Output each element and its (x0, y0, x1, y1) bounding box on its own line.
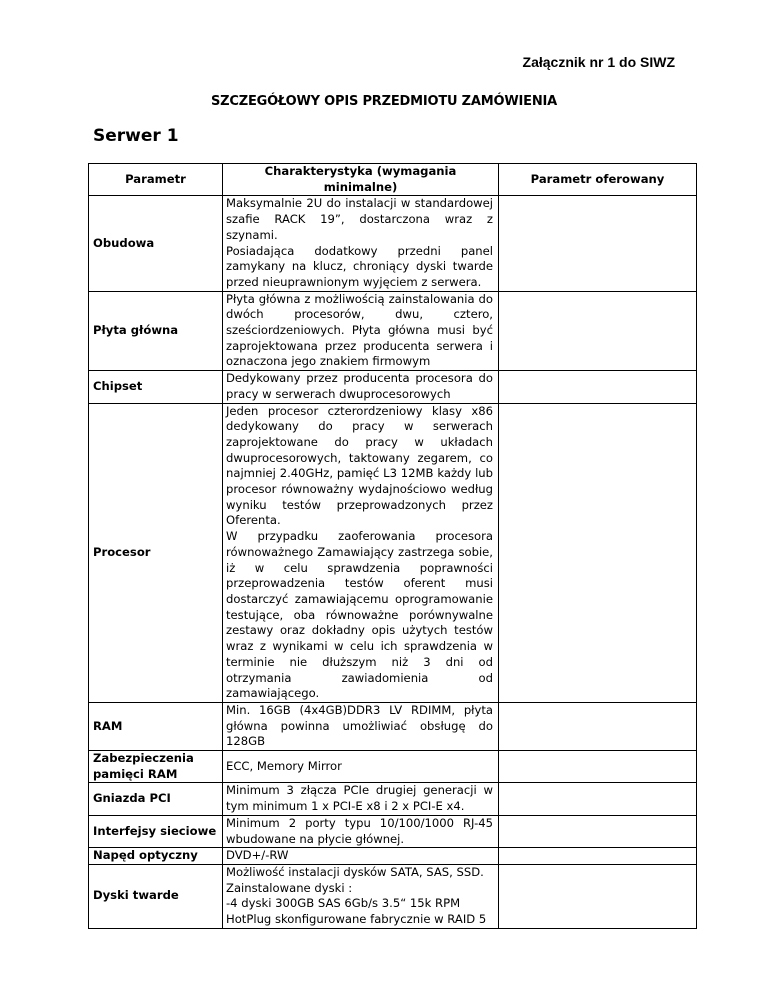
description-paragraph: -4 dyski 300GB SAS 6Gb/s 3.5“ 15k RPM HotPlug skonfigurowane fabrycznie w RAID 5 (226, 896, 487, 927)
row-description (223, 403, 499, 702)
row-param-label: Interfejsy sieciowe (89, 815, 223, 847)
attachment-label: Załącznik nr 1 do SIWZ (522, 54, 675, 70)
row-description (223, 783, 499, 815)
row-description (223, 196, 499, 291)
row-param-label: Dyski twarde (89, 864, 223, 928)
row-description (223, 848, 499, 865)
table-row (89, 848, 697, 865)
table-row (89, 751, 697, 783)
row-offer-cell[interactable] (499, 815, 697, 847)
description-paragraph: Posiadająca dodatkowy przedni panel zamykany na klucz, chroniący dyski twarde przed nieuprawnionym wyjęciem z serwera. (226, 243, 493, 289)
column-header-offered-parameter: Parametr oferowany (499, 164, 697, 196)
row-offer-cell[interactable] (499, 403, 697, 702)
table-row (89, 291, 697, 371)
row-param-label: Zabezpieczenia pamięci RAM (89, 751, 223, 783)
row-description (223, 371, 499, 403)
row-offer-cell[interactable] (499, 864, 697, 928)
table-row (89, 702, 697, 750)
column-header-parameter: Parametr (89, 164, 223, 196)
row-param-label: Procesor (89, 403, 223, 702)
description-paragraph: Zainstalowane dyski : (226, 880, 353, 895)
row-param-label: RAM (89, 702, 223, 750)
description-paragraph: Minimum 2 porty typu 10/100/1000 RJ-45 wbudowane na płycie głównej. (226, 815, 493, 846)
description-paragraph: Możliwość instalacji dysków SATA, SAS, SSD. (226, 864, 484, 879)
description-paragraph: Minimum 3 złącza PCIe drugiej generacji w tym minimum 1 x PCI-E x8 i 2 x PCI-E x4. (226, 783, 493, 814)
column-header-characteristics: Charakterystyka (wymagania minimalne) (223, 164, 499, 196)
specification-table (88, 163, 697, 929)
row-param-label: Chipset (89, 371, 223, 403)
row-offer-cell[interactable] (499, 371, 697, 403)
row-description (223, 751, 499, 783)
document-title: SZCZEGÓŁOWY OPIS PRZEDMIOTU ZAMÓWIENIA (211, 94, 557, 109)
row-offer-cell[interactable] (499, 751, 697, 783)
row-offer-cell[interactable] (499, 702, 697, 750)
row-offer-cell[interactable] (499, 848, 697, 865)
table-row (89, 783, 697, 815)
row-param-label: Napęd optyczny (89, 848, 223, 865)
row-offer-cell[interactable] (499, 291, 697, 371)
row-description (223, 702, 499, 750)
row-description (223, 291, 499, 371)
description-paragraph: DVD+/-RW (226, 848, 289, 863)
table-row (89, 815, 697, 847)
section-heading: Serwer 1 (93, 126, 179, 146)
table-row (89, 403, 697, 702)
row-offer-cell[interactable] (499, 196, 697, 291)
row-param-label: Obudowa (89, 196, 223, 291)
table-row (89, 864, 697, 928)
table-header-row (89, 164, 697, 196)
row-param-label: Płyta główna (89, 291, 223, 371)
row-description (223, 815, 499, 847)
description-paragraph: Jeden procesor czterordzeniowy klasy x86 dedykowany do pracy w serwerach zaprojektowane do pracy w układach dwuprocesorowych, taktowany zegarem, co najmniej 2.40GHz, pamięć L3 12MB każdy lub procesor równoważny wydajnościowo według wyniku testów przeprowadzonych przez Oferenta. (226, 403, 493, 528)
row-offer-cell[interactable] (499, 783, 697, 815)
table-row (89, 371, 697, 403)
row-description (223, 864, 499, 928)
description-paragraph: Dedykowany przez producenta procesora do pracy w serwerach dwuprocesorowych (226, 371, 493, 401)
description-paragraph: Płyta główna z możliwością zainstalowania do dwóch procesorów, dwu, cztero, sześciordzeniowych. Płyta główna musi być zaprojektowana przez producenta serwera i oznaczona jego znakiem firmowym (226, 291, 493, 369)
table-row (89, 196, 697, 291)
description-paragraph: ECC, Memory Mirror (226, 758, 342, 773)
description-paragraph: W przypadku zaoferowania procesora równoważnego Zamawiający zastrzega sobie, iż w celu sprawdzenia poprawności przeprowadzenia testów oferent musi dostarczyć zamawiającemu oprogramowanie testujące, oba równoważne porównywalne zestawy oraz dokładny opis użytych testów wraz z wynikami w celu ich sprawdzenia w terminie nie dłuższym niż 3 dni od otrzymania zawiadomienia od zamawiającego. (226, 529, 493, 701)
description-paragraph: Min. 16GB (4x4GB)DDR3 LV RDIMM, płyta główna powinna umożliwiać obsługę do 128GB (226, 702, 493, 749)
row-param-label: Gniazda PCI (89, 783, 223, 815)
description-paragraph: Maksymalnie 2U do instalacji w standardowej szafie RACK 19”, dostarczona wraz z szynami. (226, 196, 493, 242)
